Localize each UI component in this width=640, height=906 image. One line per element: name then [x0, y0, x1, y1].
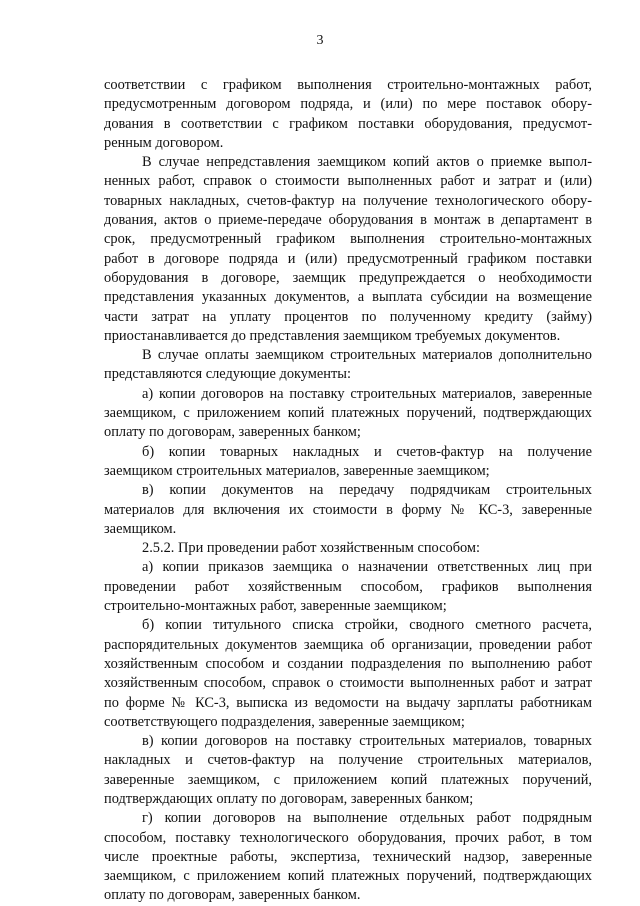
text-line: материалов для включения их стоимости в форму № КС-3, заверенные	[104, 501, 592, 518]
text-line: В случае непредставления заемщиком копий актов о приемке выпол-	[142, 154, 592, 171]
text-line: г) копии договоров на выполнение отдельных работ подрядным	[142, 810, 592, 827]
text-line: а) копии приказов заемщика о назначении ответственных лиц при	[142, 559, 592, 576]
text-line: в) копии договоров на поставку строительных материалов, товарных	[142, 733, 592, 750]
text-line: строительно-монтажных работ, заверенные заемщиком;	[104, 598, 447, 615]
text-line: ренным договором.	[104, 134, 224, 151]
text-line: срок, предусмотренный графиком выполнения строительно-монтажных	[104, 231, 592, 248]
text-line: соответствии с графиком выполнения строительно-монтажных работ,	[104, 77, 592, 93]
text-line: В случае оплаты заемщиком строительных материалов дополнительно	[142, 347, 592, 364]
text-line: б) копии титульного списка стройки, сводного сметного расчета,	[142, 617, 592, 634]
text-line: оборудования в договоре, заемщик предупреждается о необходимости	[104, 269, 592, 286]
text-line: ненных работ, справок о стоимости выполненных работ и затрат и (или)	[104, 173, 592, 190]
text-line: представления указанных документов, а выплата субсидии на возмещение	[104, 289, 592, 306]
text-line: дования, актов о приеме-передаче оборудования в монтаж в департамент в	[104, 212, 592, 229]
text-line: хозяйственным способом и создании подразделения по выполнению работ	[104, 655, 592, 672]
text-line: заемщиком строительных материалов, заверенные заемщиком;	[104, 462, 490, 479]
text-line: предусмотренным договором подряда, и (или) по мере поставок обору-	[104, 96, 592, 113]
text-line: заемщиком.	[104, 520, 177, 537]
text-line: работ в договоре подряда и (или) предусмотренный графиком поставки	[104, 250, 592, 267]
page-number: 3	[316, 33, 324, 48]
text-line: заемщиком, с приложением копий платежных поручений, подтверждающих	[104, 405, 592, 422]
text-line: накладных и счетов-фактур на получение строительных материалов,	[104, 752, 592, 769]
text-line: товарных накладных, счетов-фактур на получение технологического обору-	[104, 192, 592, 209]
text-line: 2.5.2. При проведении работ хозяйственным способом:	[142, 540, 481, 557]
text-line: проведении работ хозяйственным способом, графиков выполнения	[104, 578, 592, 595]
body-text	[104, 76, 592, 906]
text-line: а) копии договоров на поставку строительных материалов, заверенные	[142, 385, 592, 402]
text-line: оплату по договорам, заверенных банком.	[104, 887, 361, 904]
text-line: хозяйственным способом, справок о стоимости выполненных работ и затрат	[104, 675, 592, 692]
text-line: способом, поставку технологического оборудования, прочих работ, в том	[104, 829, 592, 846]
text-line: по форме № КС-3, выписка из ведомости на выдачу зарплаты работникам	[104, 694, 592, 711]
text-line: соответствующего подразделения, заверенные заемщиком;	[104, 713, 465, 730]
text-line: в) копии документов на передачу подрядчикам строительных	[142, 482, 592, 499]
text-line: распорядительных документов заемщика об организации, проведении работ	[104, 636, 592, 653]
text-line: б) копии товарных накладных и счетов-фактур на получение	[142, 443, 592, 460]
text-line: подтверждающих оплату по договорам, заверенных банком;	[104, 790, 474, 807]
text-line: части затрат на уплату процентов по полученному кредиту (займу)	[104, 308, 592, 325]
text-line: дования в соответствии с графиком поставки оборудования, предусмот-	[104, 115, 592, 132]
text-line: числе проектные работы, экспертиза, технический надзор, заверенные	[104, 848, 592, 865]
text-line: представляются следующие документы:	[104, 366, 351, 383]
text-line: заверенные заемщиком, с приложением копий платежных поручений,	[104, 771, 592, 788]
text-line: приостанавливается до представления заемщиком требуемых документов.	[104, 327, 561, 344]
text-line: оплату по договорам, заверенных банком;	[104, 424, 361, 441]
text-line: заемщиком, с приложением копий платежных поручений, подтверждающих	[104, 868, 592, 885]
